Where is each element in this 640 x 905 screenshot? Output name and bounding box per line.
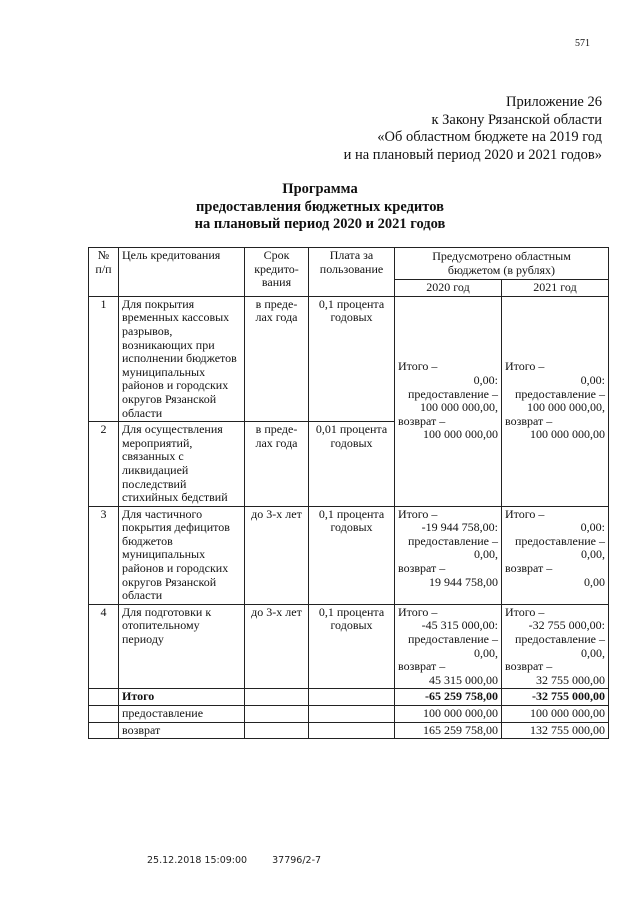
amount-line: возврат – [505, 659, 553, 674]
repayment-fee-cell [309, 722, 395, 739]
row-term: в преде-лах года [245, 296, 309, 421]
total-term-cell [245, 689, 309, 706]
amount-line: 100 000 000,00 [530, 427, 605, 442]
row-num: 4 [89, 604, 119, 689]
title-line: предоставления бюджетных кредитов [196, 198, 444, 215]
header-num: № п/п [89, 248, 119, 297]
amount-line: -45 315 000,00: [421, 618, 498, 633]
row-2021-amounts [502, 296, 609, 506]
amount-line: -19 944 758,00: [421, 520, 498, 535]
header-row [89, 248, 609, 280]
header-purpose: Цель кредитования [119, 248, 245, 297]
credit-program-table [88, 247, 609, 739]
row-2020-amounts [395, 296, 502, 506]
header-year-2021: 2021 год [502, 280, 609, 297]
row-term: в преде-лах года [245, 422, 309, 507]
row-num: 2 [89, 422, 119, 507]
row-purpose: Для покрытия временных кассовых разрывов, возникающих при исполнении бюджетов муниципальных районов и городских округов Рязанской области [119, 296, 245, 421]
amount-line: возврат – [398, 659, 446, 674]
footer-doc-id: 37796/2-7 [272, 855, 322, 866]
amount-line: возврат – [505, 413, 553, 428]
repayment-term-cell [245, 722, 309, 739]
row-2020-amounts [395, 506, 502, 604]
provision-label: предоставление [119, 706, 245, 723]
repayment-num-cell [89, 722, 119, 739]
amount-line: предоставление – [514, 533, 605, 548]
amount-line: Итого – [505, 506, 545, 521]
amount-line: 0,00 [584, 574, 605, 589]
table-row [89, 604, 609, 689]
amount-line: Итого – [505, 604, 545, 619]
amount-line: возврат – [398, 561, 446, 576]
header-budget: Предусмотрено областным бюджетом (в рублях) [395, 248, 609, 280]
amount-line: 0,00: [473, 373, 498, 388]
amount-line: предоставление – [514, 632, 605, 647]
provision-num-cell [89, 706, 119, 723]
amount-line: предоставление – [514, 386, 605, 401]
amount-line: 0,00, [474, 645, 498, 660]
amount-line: 32 755 000,00 [536, 672, 605, 687]
total-2021: -32 755 000,00 [502, 689, 609, 706]
document-title [0, 181, 640, 234]
appendix-line: и на плановый период 2020 и 2021 годов» [343, 146, 602, 163]
amount-line: Итого – [398, 506, 438, 521]
amount-line: 0,00: [580, 373, 605, 388]
table-row [89, 506, 609, 604]
appendix-line: «Об областном бюджете на 2019 год [377, 129, 602, 145]
provision-row [89, 706, 609, 723]
amount-line: 19 944 758,00 [429, 574, 498, 589]
row-term: до 3-х лет [245, 604, 309, 689]
row-2021-amounts [502, 506, 609, 604]
repayment-row [89, 722, 609, 739]
repayment-2021: 132 755 000,00 [502, 722, 609, 739]
amount-line: возврат – [505, 561, 553, 576]
amount-line: 100 000 000,00 [423, 427, 498, 442]
provision-2020: 100 000 000,00 [395, 706, 502, 723]
total-label: Итого [119, 689, 245, 706]
amount-line: 0,00: [580, 520, 605, 535]
total-num-cell [89, 689, 119, 706]
page-number: 571 [575, 38, 590, 49]
amount-line: Итого – [398, 359, 438, 374]
amount-line: Итого – [505, 359, 545, 374]
row-num: 1 [89, 296, 119, 421]
appendix-line: Приложение 26 [506, 94, 602, 110]
amount-line: 0,00, [474, 547, 498, 562]
provision-term-cell [245, 706, 309, 723]
amount-line: Итого – [398, 604, 438, 619]
amount-line: -32 755 000,00: [528, 618, 605, 633]
row-2020-amounts [395, 604, 502, 689]
row-purpose: Для частичного покрытия дефицитов бюджетов муниципальных районов и городских округов Рязанской области [119, 506, 245, 604]
repayment-label: возврат [119, 722, 245, 739]
appendix-header [344, 94, 602, 164]
provision-2021: 100 000 000,00 [502, 706, 609, 723]
footer-timestamp: 25.12.2018 15:09:00 [147, 855, 248, 866]
total-2020: -65 259 758,00 [395, 689, 502, 706]
amount-line: 100 000 000,00, [527, 400, 605, 415]
total-fee-cell [309, 689, 395, 706]
row-term: до 3-х лет [245, 506, 309, 604]
row-fee: 0,1 процента годовых [309, 296, 395, 421]
table-row [89, 296, 609, 421]
page-footer [147, 855, 321, 866]
header-term: Срок кредито-вания [245, 248, 309, 297]
title-line: Программа [282, 181, 358, 197]
amount-line: 0,00, [581, 547, 605, 562]
amount-line: предоставление – [407, 533, 498, 548]
row-fee: 0,1 процента годовых [309, 506, 395, 604]
amount-line: предоставление – [407, 386, 498, 401]
amount-line: 0,00, [581, 645, 605, 660]
amount-line: 100 000 000,00, [420, 400, 498, 415]
row-purpose: Для осуществления мероприятий, связанных с ликвидацией последствий стихийных бедствий [119, 422, 245, 507]
row-2021-amounts [502, 604, 609, 689]
appendix-line: к Закону Рязанской области [431, 111, 602, 128]
total-row [89, 689, 609, 706]
row-fee: 0,1 процента годовых [309, 604, 395, 689]
amount-line: возврат – [398, 413, 446, 428]
repayment-2020: 165 259 758,00 [395, 722, 502, 739]
title-line: на плановый период 2020 и 2021 годов [194, 216, 446, 232]
row-purpose: Для подготовки к отопительному периоду [119, 604, 245, 689]
header-fee: Плата за пользование [309, 248, 395, 297]
row-num: 3 [89, 506, 119, 604]
amount-line: предоставление – [407, 632, 498, 647]
amount-line: 45 315 000,00 [429, 672, 498, 687]
row-fee: 0,01 процента годовых [309, 422, 395, 507]
provision-fee-cell [309, 706, 395, 723]
header-year-2020: 2020 год [395, 280, 502, 297]
